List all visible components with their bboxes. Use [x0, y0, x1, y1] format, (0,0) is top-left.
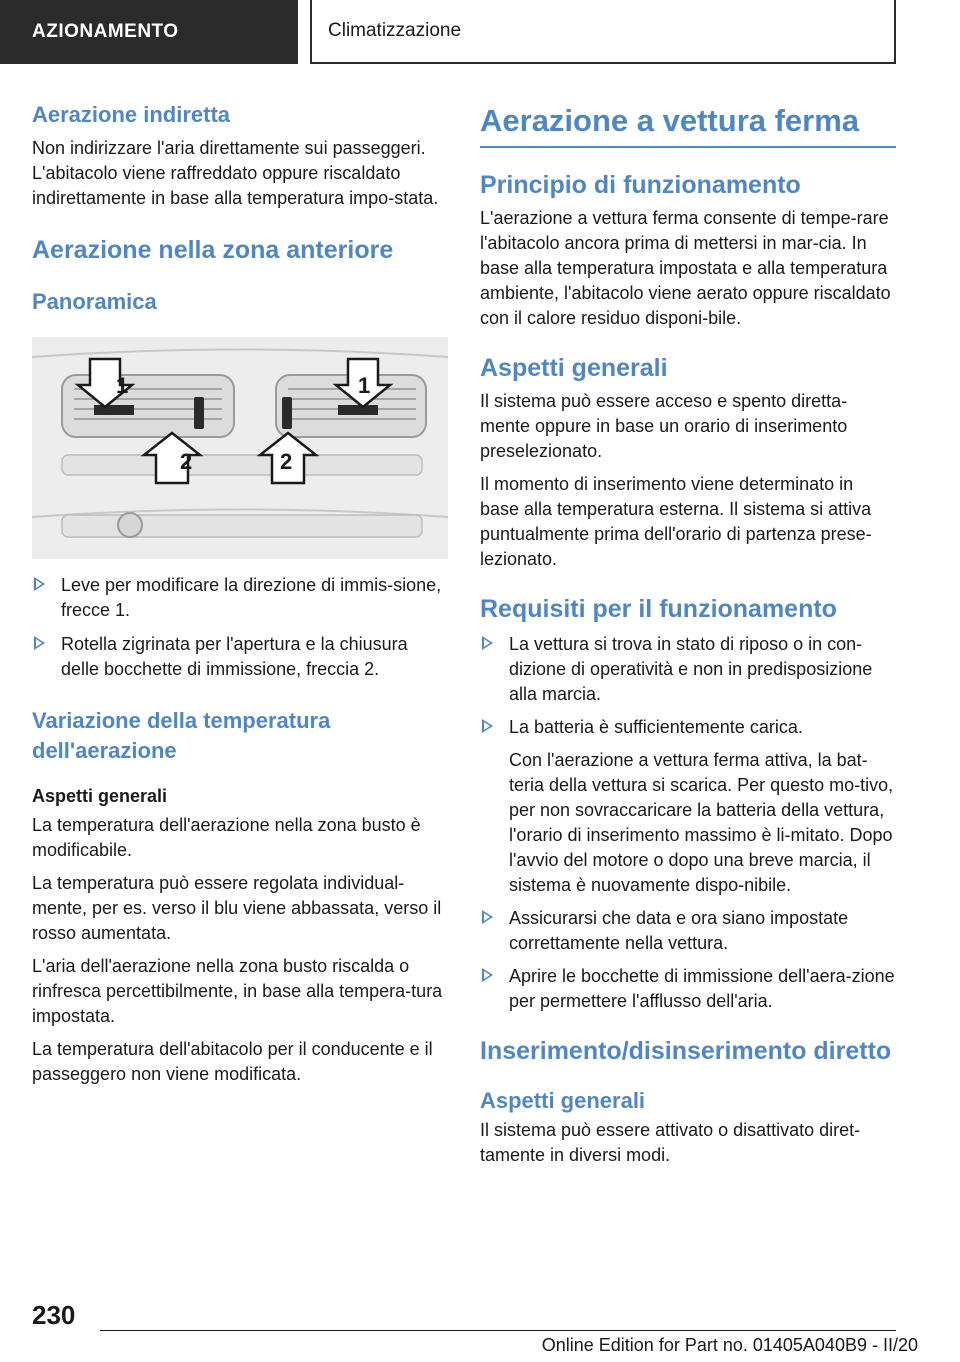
figure-legend-list [32, 573, 448, 682]
left-lever [94, 405, 134, 415]
right-lever [338, 405, 378, 415]
heading-requisiti: Requisiti per il funzionamento [480, 595, 837, 623]
figure-label-2-right: 2 [280, 449, 293, 474]
paragraph: Il momento di inserimento viene determinato in base alla temperatura esterna. Il sistema si attiva puntualmente prima dell'orario di partenza prese-lezionato. [480, 474, 872, 569]
triangle-bullet-icon [482, 968, 493, 982]
paragraph: L'aria dell'aerazione nella zona busto riscalda o rinfresca percettibilmente, in base alla tempera-tura impostata. [32, 956, 443, 1026]
page-number: 230 [32, 1300, 76, 1330]
requirements-list [480, 632, 896, 1014]
right-wheel [282, 397, 292, 429]
heading-principio: Principio di funzionamento [480, 171, 801, 199]
heading-variazione-temperatura: Variazione della temperatura dell'aerazione [32, 708, 331, 763]
list-item: Rotella zigrinata per l'apertura e la chiusura delle bocchette di immissione, freccia 2. [32, 632, 448, 682]
list-item: Leve per modificare la direzione di immis-sione, frecce 1. [32, 573, 448, 623]
vents-illustration [32, 337, 448, 559]
footer-divider [100, 1330, 896, 1331]
volume-knob [118, 513, 142, 537]
heading-inserimento: Inserimento/disinserimento diretto [480, 1037, 892, 1065]
paragraph: La temperatura dell'aerazione nella zona busto è modificabile. [32, 815, 421, 860]
paragraph: La temperatura dell'abitacolo per il conducente e il passeggero non viene modificata. [32, 1039, 433, 1084]
triangle-bullet-icon [482, 636, 493, 650]
right-column [480, 100, 896, 1168]
left-column [32, 100, 448, 1087]
chapter-title: Climatizzazione [310, 0, 896, 64]
heading-zona-anteriore: Aerazione nella zona anteriore [32, 236, 394, 264]
heading-aspetti-generali-left: Aspetti generali [32, 786, 168, 806]
triangle-bullet-icon [34, 636, 45, 650]
figure-label-1-right: 1 [358, 373, 371, 398]
figure-label-1-left: 1 [116, 373, 129, 398]
footer-edition: Online Edition for Part no. 01405A040B9 - II/20 [541, 1335, 918, 1355]
title-divider [480, 146, 896, 148]
triangle-bullet-icon [34, 577, 45, 591]
triangle-bullet-icon [482, 910, 493, 924]
heading-aspetti-generali: Aspetti generali [480, 354, 668, 382]
list-item: Assicurarsi che data e ora siano impostate correttamente nella vettura. [480, 906, 896, 956]
left-wheel [194, 397, 204, 429]
heading-panoramica: Panoramica [32, 289, 157, 314]
section-tab: AZIONAMENTO [0, 0, 298, 64]
list-item: La vettura si trova in stato di riposo o in con-dizione di operatività e non in predisposizione alla marcia. [480, 632, 896, 707]
list-item: Aprire le bocchette di immissione dell'aera-zione per permettere l'afflusso dell'aria. [480, 964, 896, 1014]
paragraph: La temperatura può essere regolata individual-mente, per es. verso il blu viene abbassata, verso il rosso aumentata. [32, 873, 442, 943]
heading-aerazione-indiretta: Aerazione indiretta [32, 102, 231, 127]
triangle-bullet-icon [482, 719, 493, 733]
page-title: Aerazione a vettura ferma [480, 103, 860, 138]
list-item: La batteria è sufficientemente carica. Con l'aerazione a vettura ferma attiva, la bat-teria della vettura si scarica. Per questo mo-tivo, per non sovraccaricare la batteria della vettura, l'orario di inserimento massimo è li-mitato. Dopo l'avvio del motore o dopo una breve marcia, il sistema è nuovamente dispo-nibile. [480, 715, 896, 898]
paragraph-inserimento: Il sistema può essere attivato o disattivato diret-tamente in diversi modi. [480, 1120, 861, 1165]
heading-aspetti-generali-inserimento: Aspetti generali [480, 1088, 646, 1113]
paragraph-principio: L'aerazione a vettura ferma consente di tempe-rare l'abitacolo ancora prima di mettersi in mar-cia. In base alla temperatura impostata e alla temperatura ambiente, l'abitacolo viene aerato oppure riscaldato con il calore residuo disponi-bile. [480, 208, 891, 328]
battery-note: Con l'aerazione a vettura ferma attiva, la bat-teria della vettura si scarica. Per questo mo-tivo, per non sovraccaricare la batteria della vettura, l'orario di inserimento massimo è li-mitato. Dopo l'avvio del motore o dopo una breve marcia, il sistema è nuovamente dispo-nibile. [509, 750, 894, 895]
paragraph-aerazione-indiretta: Non indirizzare l'aria direttamente sui passeggeri. L'abitacolo viene raffreddato oppure riscaldato indirettamente in base alla temperatura impo-stata. [32, 138, 439, 208]
dashboard-vents-figure [32, 337, 448, 559]
paragraph: Il sistema può essere acceso e spento diretta-mente oppure in base un orario di inserimento preselezionato. [480, 391, 848, 461]
figure-label-2-left: 2 [180, 449, 193, 474]
